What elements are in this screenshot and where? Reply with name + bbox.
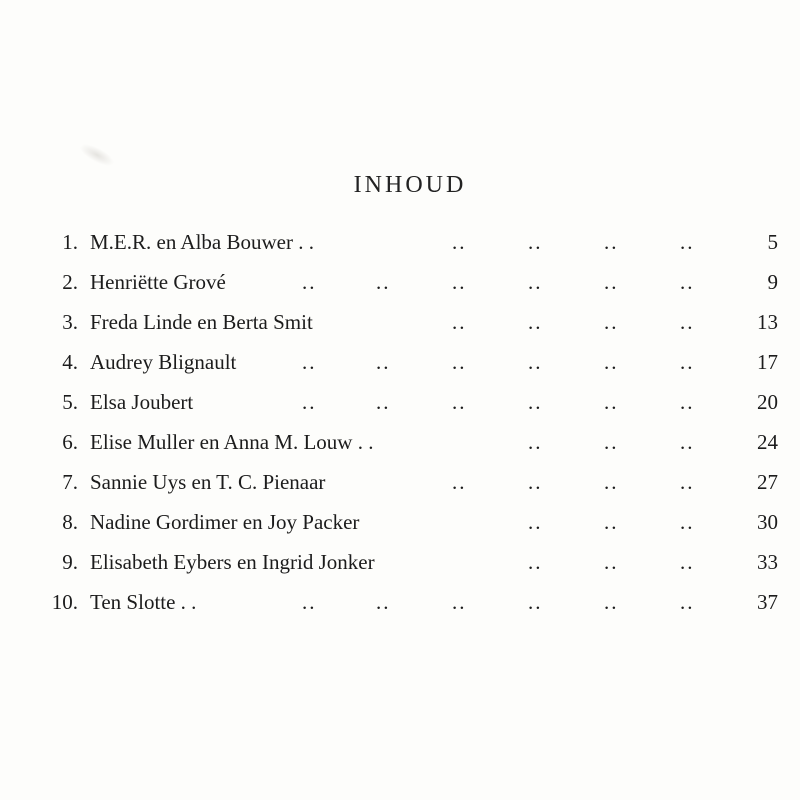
dot-leader: .. xyxy=(604,470,619,494)
entry-title: Nadine Gordimer en Joy Packer xyxy=(90,510,360,534)
entry-title: Elisabeth Eybers en Ingrid Jonker xyxy=(90,550,375,574)
entry-page: 20 xyxy=(757,390,778,414)
entry-number: 5. xyxy=(62,390,78,414)
dot-leader: .. xyxy=(452,470,467,494)
dot-leader: .. xyxy=(376,390,391,414)
dot-leader: .. xyxy=(302,350,317,374)
entry-title: M.E.R. en Alba Bouwer . . xyxy=(90,230,314,254)
entry-number: 9. xyxy=(62,550,78,574)
entry-number: 1. xyxy=(62,230,78,254)
dot-leader: .. xyxy=(680,590,695,614)
toc-entry xyxy=(0,342,800,382)
entry-page: 27 xyxy=(757,470,778,494)
entry-title: Freda Linde en Berta Smit xyxy=(90,310,313,334)
dot-leader: .. xyxy=(604,550,619,574)
dot-leader: .. xyxy=(376,590,391,614)
dot-leader: .. xyxy=(376,350,391,374)
dot-leader: .. xyxy=(302,390,317,414)
dot-leader: .. xyxy=(604,350,619,374)
dot-leader: .. xyxy=(680,230,695,254)
dot-leader: .. xyxy=(528,550,543,574)
entry-number: 4. xyxy=(62,350,78,374)
entry-page: 5 xyxy=(767,230,778,254)
toc-entry xyxy=(0,582,800,622)
dot-leader: .. xyxy=(452,590,467,614)
dot-leader: .. xyxy=(604,310,619,334)
dot-leader: .. xyxy=(528,470,543,494)
paper-smudge xyxy=(77,140,117,170)
dot-leader: .. xyxy=(604,270,619,294)
dot-leader: .. xyxy=(604,590,619,614)
dot-leader: .. xyxy=(528,430,543,454)
entry-page: 33 xyxy=(757,550,778,574)
dot-leader: .. xyxy=(452,230,467,254)
toc-entry xyxy=(0,502,800,542)
toc-entry xyxy=(0,542,800,582)
entry-page: 30 xyxy=(757,510,778,534)
dot-leader: .. xyxy=(604,510,619,534)
dot-leader: .. xyxy=(604,390,619,414)
dot-leader: .. xyxy=(528,270,543,294)
entry-title: Henriëtte Grové xyxy=(90,270,226,294)
entry-number: 8. xyxy=(62,510,78,534)
dot-leader: .. xyxy=(680,430,695,454)
dot-leader: .. xyxy=(528,390,543,414)
dot-leader: .. xyxy=(302,590,317,614)
entry-number: 2. xyxy=(62,270,78,294)
entry-number: 3. xyxy=(62,310,78,334)
dot-leader: .. xyxy=(528,350,543,374)
entry-page: 13 xyxy=(757,310,778,334)
entry-title: Elsa Joubert xyxy=(90,390,194,414)
dot-leader: .. xyxy=(528,510,543,534)
dot-leader: .. xyxy=(452,390,467,414)
dot-leader: .. xyxy=(452,350,467,374)
dot-leader: .. xyxy=(604,230,619,254)
dot-leader: .. xyxy=(680,550,695,574)
dot-leader: .. xyxy=(452,310,467,334)
toc-entry xyxy=(0,302,800,342)
dot-leader: .. xyxy=(680,350,695,374)
entry-number: 10. xyxy=(51,590,78,614)
entry-title: Ten Slotte . . xyxy=(90,590,197,614)
entry-page: 9 xyxy=(767,270,778,294)
dot-leader: .. xyxy=(680,470,695,494)
dot-leader: .. xyxy=(528,230,543,254)
dot-leader: .. xyxy=(604,430,619,454)
dot-leader: .. xyxy=(528,310,543,334)
dot-leader: .. xyxy=(680,390,695,414)
entry-page: 37 xyxy=(757,590,778,614)
dot-leader: .. xyxy=(452,270,467,294)
dot-leader: .. xyxy=(680,310,695,334)
dot-leader: .. xyxy=(680,510,695,534)
toc-entry xyxy=(0,382,800,422)
entry-number: 6. xyxy=(62,430,78,454)
table-of-contents xyxy=(0,222,800,642)
entry-title: Audrey Blignault xyxy=(90,350,237,374)
contents-heading: INHOUD xyxy=(353,172,467,198)
toc-entry xyxy=(0,422,800,462)
dot-leader: .. xyxy=(528,590,543,614)
toc-entry xyxy=(0,262,800,302)
dot-leader: .. xyxy=(680,270,695,294)
entry-title: Elise Muller en Anna M. Louw . . xyxy=(90,430,374,454)
toc-entry xyxy=(0,222,800,262)
entry-title: Sannie Uys en T. C. Pienaar xyxy=(90,470,326,494)
dot-leader: .. xyxy=(376,270,391,294)
entry-number: 7. xyxy=(62,470,78,494)
dot-leader: .. xyxy=(302,270,317,294)
entry-page: 17 xyxy=(757,350,778,374)
entry-page: 24 xyxy=(757,430,778,454)
toc-entry xyxy=(0,462,800,502)
